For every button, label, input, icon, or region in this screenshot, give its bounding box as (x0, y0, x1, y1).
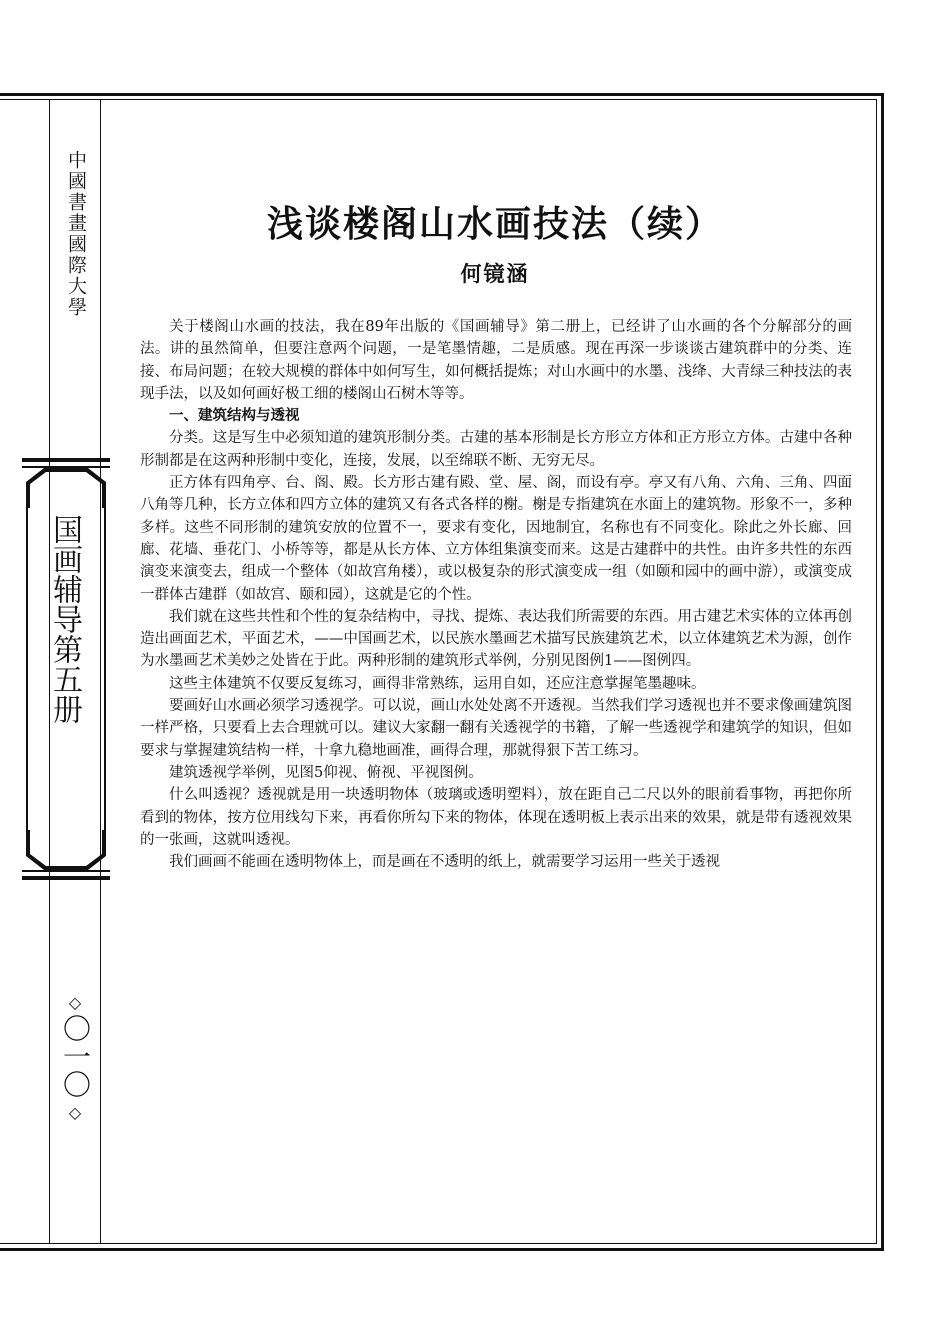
paragraph: 我们就在这些共性和个性的复杂结构中，寻找、提炼、表达我们所需要的东西。用古建艺术实体的立体再创造出画面艺术，平面艺术，——中国画艺术，以民族水墨画艺术描写民族建筑艺术，以立体建筑艺术为源，创作为水墨画艺术美妙之处皆在于此。两种形制的建筑形式举例，分别见图例1——图例四。 (140, 608, 852, 670)
spine-band-bottom-thin (22, 870, 110, 872)
spine-title: 国画辅导第五册 (47, 514, 82, 724)
school-name: 中國書畫國際大學 (65, 150, 87, 318)
article-body (140, 316, 852, 873)
paragraph: 正方体有四角亭、台、阁、殿。长方形古建有殿、堂、屋、阁，而设有亭。亭又有八角、六角、三角、四面八角等几种，长方立体和四方立体的建筑又有各式各样的榭。榭是专指建筑在水面上的建筑物。形象不一，多种多样。这些不同形制的建筑安放的位置不一，要求有变化，因地制宜，名称也有不同变化。除此之外长廊、回廊、花墙、垂花门、小桥等等，都是从长方体、立方体组集演变而来。这是古建群中的共性。由许多共性的东西演变来演变去，组成一个整体（如故宫角楼），或以极复杂的形式演变成一组（如颐和园中的画中游），或演变成一群体古建群（如故宫、颐和园），这就是它的个性。 (140, 475, 852, 603)
article-author: 何镜涵 (460, 261, 530, 286)
spine-cap-top-ornament (22, 468, 110, 508)
paragraph: 这些主体建筑不仅要反复练习，画得非常熟练，运用自如，还应注意掌握笔墨趣味。 (169, 675, 706, 692)
spine-band-top (22, 458, 110, 462)
spine-band-bottom (22, 876, 110, 880)
section-heading: 一、建筑结构与透视 (169, 407, 300, 425)
paragraph: 分类。这是写生中必须知道的建筑形制分类。古建的基本形制是长方形立方体和正方形立方体。古建中各种形制都是在这两种形制中变化，连接，发展，以至绵联不断、无穷无尽。 (140, 430, 852, 469)
paragraph: 要画好山水画必须学习透视学。可以说，画山水处处离不开透视。当然我们学习透视也并不要求像画建筑图一样严格，只要看上去合理就可以。建议大家翻一翻有关透视学的书籍，了解一些透视学和建筑学的知识，但如要求与掌握建筑结构一样，十拿九稳地画准，画得合理，那就得狠下苦工练习。 (140, 698, 852, 759)
diamond-icon-top: ◇ (68, 993, 82, 1012)
paragraph: 什么叫透视？透视就是用一块透明物体（玻璃或透明塑料），放在距自己二尺以外的眼前看事物，再把你所看到的物体，按方位用线勾下来，再看你所勾下来的物体，体现在透明板上表示出来的效果，就是带有透视效果的一张画，这就叫透视。 (140, 787, 852, 848)
paragraph: 关于楼阁山水画的技法，我在89年出版的《国画辅导》第二册上，已经讲了山水画的各个分解部分的画法。讲的虽然简单，但要注意两个问题，一是笔墨情趣，二是质感。现在再深一步谈谈古建筑群中的分类、连接、布局问题；在较大规模的群体中如何写生，如何概括提炼；对山水画中的水墨、浅绛、大青绿三种技法的表现手法，以及如何画好极工细的楼阁山石树木等等。 (140, 319, 852, 402)
spine-title-frame (26, 506, 106, 836)
spine-title-block (22, 458, 110, 880)
article-title: 浅谈楼阁山水画技法（续） (266, 203, 723, 245)
page-number: 〇一〇 (59, 1014, 92, 1098)
page-number-block (57, 994, 93, 1122)
paragraph: 我们画画不能画在透明物体上，而是画在不透明的纸上，就需要学习运用一些关于透视 (169, 854, 720, 871)
spine-cap-bottom-ornament (22, 830, 110, 870)
diamond-icon-bottom: ◇ (68, 1103, 82, 1122)
paragraph: 建筑透视学举例，见图5仰视、俯视、平视图例。 (169, 764, 483, 781)
